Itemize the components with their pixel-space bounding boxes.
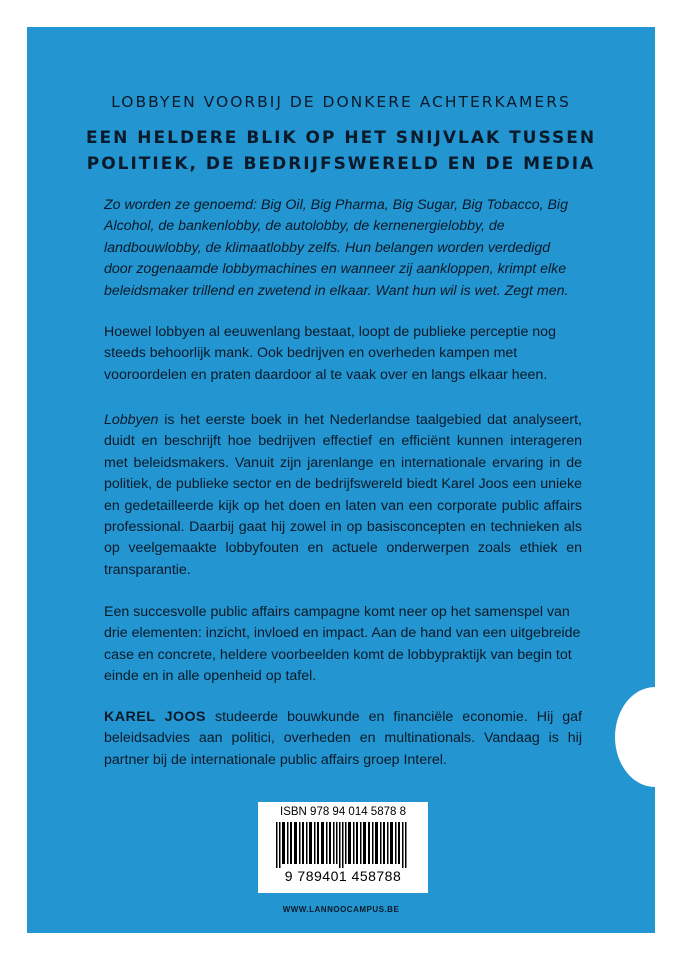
paragraph-book-description [104, 410, 582, 581]
paragraph-campaign: Een succesvolle public affairs campagne komt neer op het samenspel van drie elementen: inzicht, invloed en impact. Aan de hand van een uitgebreide case en concrete, heldere voorbeelden komt de lobbypraktijk van begin tot einde en in alle openheid op tafel. [104, 604, 581, 685]
isbn-label: ISBN 978 94 014 5878 8 [280, 806, 406, 818]
intro-paragraph: Zo worden ze genoemd: Big Oil, Big Pharma, Big Sugar, Big Tobacco, Big Alcohol, de bankenlobby, de autolobby, de kernenergielobby, de landbouwlobby, de klimaatlobby zelfs. Hun belangen worden verdedigd door zogenaamde lobbymachines en wanneer zij aankloppen, krimpt elke beleidsmaker trillend en zwetend in elkaar. Want hun wil is wet. Zegt men. [104, 197, 569, 299]
author-bio-paragraph [104, 707, 582, 771]
cover-subheading [27, 125, 655, 177]
publisher-website: WWW.LANNOOCAMPUS.BE [282, 905, 400, 914]
cover-tab-cutout [615, 687, 655, 787]
author-name: KAREL JOOS [104, 709, 207, 725]
barcode-digits: 9 789401 458788 [284, 868, 402, 884]
author-bio-text: studeerde bouwkunde en financiële economie. Hij gaf beleidsadvies aan politici, overheden en multinationals. Vandaag is hij partner bij de internationale public affairs groep Interel. [104, 709, 582, 768]
subheading-line-2: POLITIEK, DE BEDRIJFSWERELD EN DE MEDIA [86, 154, 596, 174]
cover-heading: LOBBYEN VOORBIJ DE DONKERE ACHTERKAMERS [111, 93, 571, 111]
book-title-inline: Lobbyen [104, 412, 159, 428]
book-back-cover [27, 27, 655, 933]
book-description-text: is het eerste boek in het Nederlandse taalgebied dat analyseert, duidt en beschrijft hoe bedrijven effectief en efficiënt kunnen interageren met beleidsmakers. Vanuit zijn jarenlange en internationale ervaring in de politiek, de publieke sector en de bedrijfswereld biedt Karel Joos een unieke en gedetailleerde kijk op het doen en laten van een corporate public affairs professional. Daarbij gaat hij zowel in op basisconcepten en technieken als op veelgemaakte lobbyfouten en actuele onderwerpen zoals ethiek en transparantie. [104, 412, 582, 578]
barcode-bars [276, 822, 410, 868]
subheading-line-1: EEN HELDERE BLIK OP HET SNIJVLAK TUSSEN [85, 128, 597, 148]
isbn-barcode [258, 802, 428, 893]
paragraph-perception: Hoewel lobbyen al eeuwenlang bestaat, loopt de publieke perceptie nog steeds behoorlijk mank. Ook bedrijven en overheden kampen met vooroordelen en praten daardoor al te vaak over en langs elkaar heen. [104, 324, 556, 383]
